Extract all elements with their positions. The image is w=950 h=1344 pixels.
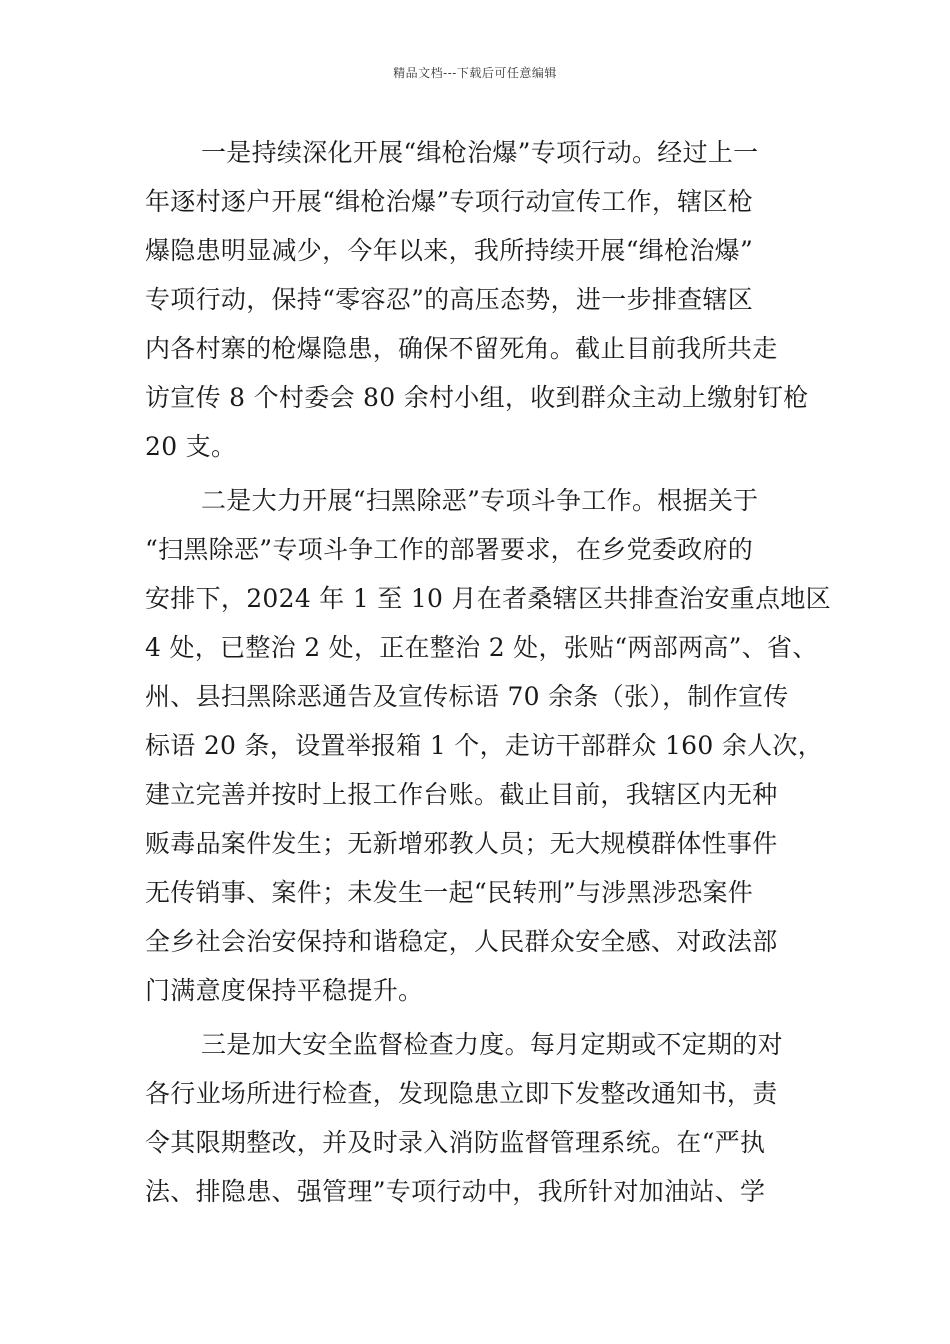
paragraph-1	[145, 128, 835, 471]
paragraph-line: 门满意度保持平稳提升。	[145, 976, 424, 1005]
paragraph-line: 4 处，已整治 2 处，正在整治 2 处，张贴“两部两高”、省、	[145, 633, 818, 662]
paragraph-line: 州、县扫黑除恶通告及宣传标语 70 余条（张），制作宣传	[145, 682, 789, 711]
paragraph-2	[145, 476, 835, 1015]
paragraph-line: 建立完善并按时上报工作台账。截止目前，我辖区内无种	[145, 780, 778, 809]
paragraph-line: 安排下，2024 年 1 至 10 月在者桑辖区共排查治安重点地区	[145, 584, 831, 613]
paragraph-line: 法、排隐患、强管理”专项行动中，我所针对加油站、学	[145, 1177, 766, 1206]
page-header: 精品文档---下载后可任意编辑	[393, 66, 557, 80]
document-body	[145, 128, 835, 1216]
paragraph-line: 专项行动，保持“零容忍”的高压态势，进一步排查辖区	[145, 285, 754, 314]
paragraph-line: 各行业场所进行检查，发现隐患立即下发整改通知书，责	[145, 1079, 778, 1108]
paragraph-line: 三是加大安全监督检查力度。每月定期或不定期的对	[201, 1030, 783, 1059]
paragraph-line: 全乡社会治安保持和谐稳定，人民群众安全感、对政法部	[145, 927, 778, 956]
paragraph-3	[145, 1020, 835, 1216]
paragraph-line: 贩毒品案件发生；无新增邪教人员；无大规模群体性事件	[145, 829, 778, 858]
paragraph-line: 爆隐患明显减少，今年以来，我所持续开展“缉枪治爆”	[145, 236, 754, 265]
paragraph-line: 标语 20 条，设置举报箱 1 个，走访干部群众 160 余人次，	[145, 731, 824, 760]
paragraph-line: 内各村寨的枪爆隐患，确保不留死角。截止目前我所共走	[145, 334, 778, 363]
paragraph-line: 访宣传 8 个村委会 80 余村小组，收到群众主动上缴射钉枪	[145, 383, 809, 412]
paragraph-line: 20 支。	[145, 432, 237, 461]
paragraph-line: 年逐村逐户开展“缉枪治爆”专项行动宣传工作，辖区枪	[145, 187, 754, 216]
paragraph-line: 令其限期整改，并及时录入消防监督管理系统。在“严执	[145, 1128, 766, 1157]
paragraph-line: “扫黑除恶”专项斗争工作的部署要求，在乡党委政府的	[145, 535, 754, 564]
paragraph-line: 二是大力开展“扫黑除恶”专项斗争工作。根据关于	[201, 486, 759, 515]
paragraph-line: 无传销事、案件；未发生一起“民转刑”与涉黑涉恐案件	[145, 878, 754, 907]
paragraph-line: 一是持续深化开展“缉枪治爆”专项行动。经过上一	[201, 138, 759, 167]
